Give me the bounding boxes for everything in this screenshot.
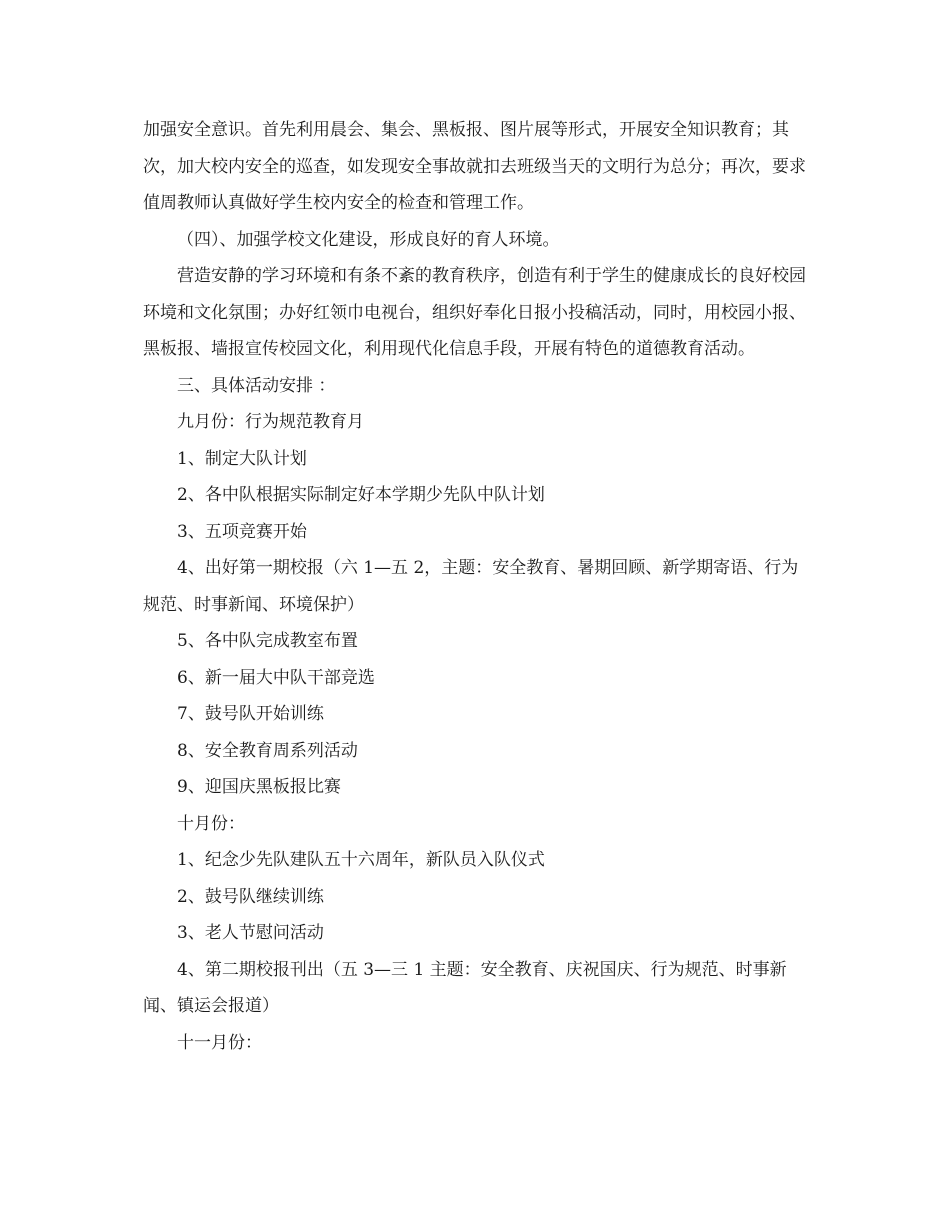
list-item: 8、安全教育周系列活动 — [177, 740, 358, 761]
section-heading-school-culture: （四）、加强学校文化建设，形成良好的育人环境。 — [177, 229, 560, 250]
month-heading-september: 九月份：行为规范教育月 — [177, 412, 364, 432]
paragraph-learning-environment: 营造安静的学习环境和有条不紊的教育秩序，创造有利于学生的健康成长的良好校园环境和文化氛围；办好红领巾电视台，组织好奉化日报小投稿活动，同时，用校园小报、黑板报、墙报宣传校园文化，利用现代化信息手段，开展有特色的道德教育活动。 — [143, 266, 806, 359]
list-item: 1、制定大队计划 — [177, 448, 307, 469]
list-item: 2、鼓号队继续训练 — [177, 886, 324, 907]
list-item: 7、鼓号队开始训练 — [177, 704, 324, 724]
list-item: 1、纪念少先队建队五十六周年，新队员入队仪式 — [177, 850, 545, 870]
list-item: 4、出好第一期校报（六 1—五 2，主题：安全教育、暑期回顾、新学期寄语、行为规范、时事新闻、环境保护） — [143, 558, 799, 615]
month-heading-november: 十一月份： — [177, 1032, 262, 1053]
month-heading-october: 十月份： — [177, 813, 245, 834]
list-item: 2、各中队根据实际制定好本学期少先队中队计划 — [177, 485, 545, 505]
list-item: 6、新一届大中队干部竞选 — [177, 667, 375, 688]
list-item: 9、迎国庆黑板报比赛 — [177, 777, 341, 797]
list-item: 4、第二期校报刊出（五 3—三 1 主题：安全教育、庆祝国庆、行为规范、时事新闻、镇运会报道） — [143, 959, 787, 1016]
list-item: 3、五项竞赛开始 — [177, 521, 307, 542]
list-item: 3、老人节慰问活动 — [177, 923, 324, 943]
paragraph-safety-awareness: 加强安全意识。首先利用晨会、集会、黑板报、图片展等形式，开展安全知识教育；其次，加大校内安全的巡查，如发现安全事故就扣去班级当天的文明行为总分；再次，要求值周教师认真做好学生校内安全的检查和管理工作。 — [143, 120, 806, 213]
section-heading-activity-schedule: 三、具体活动安排 ： — [177, 375, 336, 396]
document-body — [143, 112, 808, 1061]
list-item: 5、各中队完成教室布置 — [177, 631, 358, 651]
